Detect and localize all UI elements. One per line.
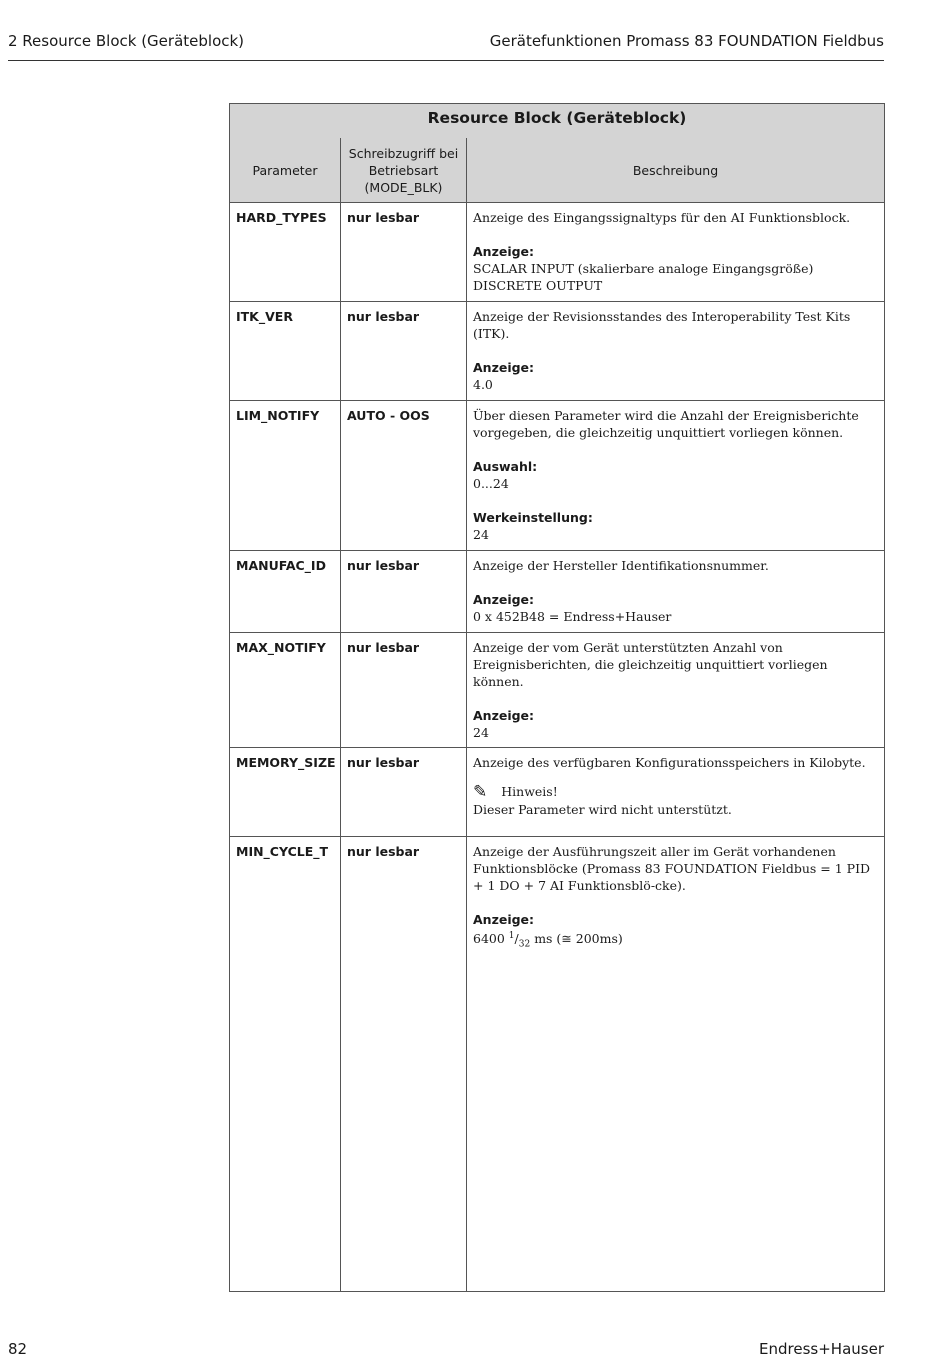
description bbox=[467, 551, 885, 633]
description bbox=[467, 203, 885, 302]
access-mode: nur lesbar bbox=[341, 203, 467, 302]
resource-block-table bbox=[229, 103, 885, 1292]
column-header-access: Schreibzugriff bei Betriebsart (MODE_BLK) bbox=[341, 138, 467, 203]
description-text: Anzeige der Revisionsstandes des Interoperability Test Kits (ITK). bbox=[473, 309, 851, 341]
description bbox=[467, 401, 885, 551]
description-text: Anzeige des verfügbaren Konfigurationsspeichers in Kilobyte. bbox=[473, 755, 866, 770]
access-mode: AUTO - OOS bbox=[341, 401, 467, 551]
description-text: Anzeige der Hersteller Identifikationsnummer. bbox=[473, 558, 769, 573]
description bbox=[467, 302, 885, 401]
parameter-name: MAX_NOTIFY bbox=[230, 633, 341, 748]
description-label: Anzeige: bbox=[473, 244, 535, 259]
description-label: Anzeige: bbox=[473, 708, 535, 723]
access-mode: nur lesbar bbox=[341, 748, 467, 837]
running-header-title: Gerätefunktionen Promass 83 FOUNDATION Fieldbus bbox=[489, 32, 884, 50]
table-row bbox=[230, 837, 885, 1292]
access-mode: nur lesbar bbox=[341, 551, 467, 633]
running-header-chapter: 2 Resource Block (Geräteblock) bbox=[8, 32, 245, 50]
table-row bbox=[230, 551, 885, 633]
pencil-icon: ✎ bbox=[473, 782, 488, 802]
table-row bbox=[230, 633, 885, 748]
value-main: 6400 bbox=[473, 931, 505, 947]
header-rule bbox=[8, 60, 884, 61]
access-mode: nur lesbar bbox=[341, 302, 467, 401]
default-label: Werkeinstellung: bbox=[473, 510, 593, 525]
fraction-numerator: 1 bbox=[508, 931, 515, 941]
description-label: Anzeige: bbox=[473, 592, 535, 607]
description bbox=[467, 748, 885, 837]
description bbox=[467, 837, 885, 1292]
description-text: Anzeige des Eingangssignaltyps für den AI Funktionsblock. bbox=[473, 210, 851, 225]
value-unit: ms (≅ 200ms) bbox=[534, 931, 623, 947]
table-row bbox=[230, 302, 885, 401]
description-value: 0...24 bbox=[473, 476, 509, 491]
default-value: 24 bbox=[473, 527, 489, 542]
parameter-name: MANUFAC_ID bbox=[230, 551, 341, 633]
parameter-name: MIN_CYCLE_T bbox=[230, 837, 341, 1292]
description-text: Anzeige der vom Gerät unterstützten Anzahl von Ereignisberichten, die gleichzeitig unquittiert vorliegen können. bbox=[473, 640, 828, 689]
note-heading bbox=[473, 783, 878, 801]
description-text: Über diesen Parameter wird die Anzahl der Ereignisberichte vorgegeben, die gleichzeitig unquittiert vorliegen können. bbox=[473, 408, 859, 440]
access-mode: nur lesbar bbox=[341, 837, 467, 1292]
access-mode: nur lesbar bbox=[341, 633, 467, 748]
page-number: 82 bbox=[8, 1340, 28, 1358]
table-row bbox=[230, 203, 885, 302]
fraction-denominator: 32 bbox=[518, 939, 531, 950]
description-value: SCALAR INPUT (skalierbare analoge Eingangsgröße) DISCRETE OUTPUT bbox=[473, 261, 814, 293]
description-text: Anzeige der Ausführungszeit aller im Gerät vorhandenen Funktionsblöcke (Promass 83 FOUNDATION Fieldbus = 1 PID + 1 DO + 7 AI Funktionsblö-cke). bbox=[473, 844, 871, 893]
parameter-name: LIM_NOTIFY bbox=[230, 401, 341, 551]
table-row bbox=[230, 401, 885, 551]
table-row bbox=[230, 748, 885, 837]
parameter-name: ITK_VER bbox=[230, 302, 341, 401]
description-label: Auswahl: bbox=[473, 459, 538, 474]
description-label: Anzeige: bbox=[473, 360, 535, 375]
description-value: 0 x 452B48 = Endress+Hauser bbox=[473, 609, 672, 624]
description-value: 4.0 bbox=[473, 377, 493, 392]
description bbox=[467, 633, 885, 748]
column-header-description: Beschreibung bbox=[467, 138, 885, 203]
brand-name: Endress+Hauser bbox=[759, 1340, 884, 1358]
column-header-parameter: Parameter bbox=[230, 138, 341, 203]
note-text: Dieser Parameter wird nicht unterstützt. bbox=[473, 802, 732, 817]
description-value: 6400 $^1/_{32}$ ms (≅ 200ms) bbox=[473, 931, 623, 950]
parameter-name: MEMORY_SIZE bbox=[230, 748, 341, 837]
description-label: Anzeige: bbox=[473, 912, 535, 927]
table-title: Resource Block (Geräteblock) bbox=[230, 104, 885, 139]
parameter-name: HARD_TYPES bbox=[230, 203, 341, 302]
note-label: Hinweis! bbox=[501, 784, 558, 799]
description-value: 24 bbox=[473, 725, 489, 740]
